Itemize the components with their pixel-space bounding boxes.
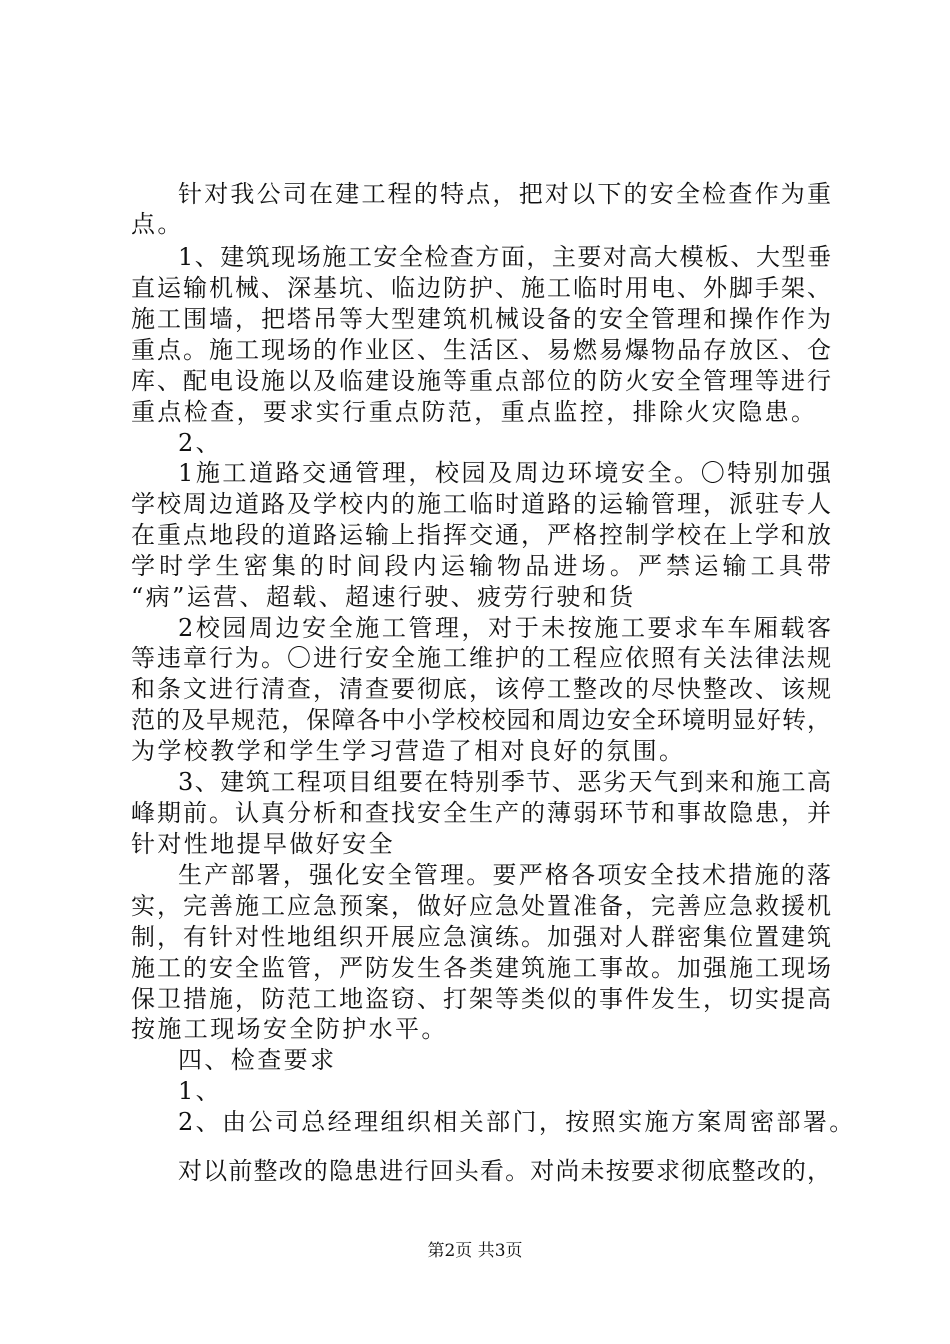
text-line: 1施工道路交通管理，校园及周边环境安全。〇特别加强	[178, 459, 831, 487]
text-line: 和条文进行清查，清查要彻底，该停工整改的尽快整改、该规	[131, 675, 831, 703]
text-line: 直运输机械、深基坑、临边防护、施工临时用电、外脚手架、	[131, 274, 831, 302]
text-line: 针对性地提早做好安全	[131, 830, 395, 858]
text-line: 针对我公司在建工程的特点，把对以下的安全检查作为重	[178, 180, 831, 208]
text-line: 制，有针对性地组织开展应急演练。加强对人群密集位置建筑	[131, 923, 831, 951]
text-line: 2校园周边安全施工管理，对于未按施工要求车车厢载客	[178, 614, 831, 642]
text-line: 学时学生密集的时间段内运输物品进场。严禁运输工具带	[131, 552, 831, 580]
text-line: 范的及早规范，保障各中小学校校园和周边安全环境明显好转，	[131, 706, 831, 734]
page-number: 第2页 共3页	[427, 1241, 523, 1261]
text-line: “病”运营、超载、超速行驶、疲劳行驶和货	[131, 583, 636, 611]
text-line: 点。	[131, 210, 184, 238]
text-line: 1、建筑现场施工安全检查方面，主要对高大模板、大型垂	[178, 243, 831, 271]
text-line: 为学校教学和学生学习营造了相对良好的氛围。	[131, 737, 686, 765]
text-line: 对以前整改的隐患进行回头看。对尚未按要求彻底整改的，	[178, 1157, 831, 1185]
text-line: 保卫措施，防范工地盗窃、打架等类似的事件发生，切实提高	[131, 985, 831, 1013]
text-line: 重点。施工现场的作业区、生活区、易燃易爆物品存放区、仓	[131, 336, 831, 364]
text-line: 重点检查，要求实行重点防范，重点监控，排除火灾隐患。	[131, 398, 818, 426]
text-line: 实，完善施工应急预案，做好应急处置准备，完善应急救援机	[131, 892, 831, 920]
text-line: 按施工现场安全防护水平。	[131, 1015, 448, 1043]
text-line: 学校周边道路及学校内的施工临时道路的运输管理，派驻专人	[131, 490, 831, 518]
text-line: 3、建筑工程项目组要在特别季节、恶劣天气到来和施工高	[178, 768, 831, 796]
text-line: 施工围墙，把塔吊等大型建筑机械设备的安全管理和操作作为	[131, 305, 831, 333]
text-line: 库、配电设施以及临建设施等重点部位的防火安全管理等进行	[131, 367, 831, 395]
text-line: 施工的安全监管，严防发生各类建筑施工事故。加强施工现场	[131, 954, 831, 982]
text-line: 2、	[178, 429, 223, 457]
text-line: 2、由公司总经理组织相关部门，按照实施方案周密部署。	[178, 1108, 856, 1136]
text-line: 峰期前。认真分析和查找安全生产的薄弱环节和事故隐患，并	[131, 799, 831, 827]
text-line: 生产部署，强化安全管理。要严格各项安全技术措施的落	[178, 861, 831, 889]
text-line: 等违章行为。〇进行安全施工维护的工程应依照有关法律法规	[131, 644, 831, 672]
text-line: 在重点地段的道路运输上指挥交通，严格控制学校在上学和放	[131, 521, 831, 549]
section-heading: 四、检查要求	[178, 1046, 337, 1074]
text-line: 1、	[178, 1077, 223, 1105]
